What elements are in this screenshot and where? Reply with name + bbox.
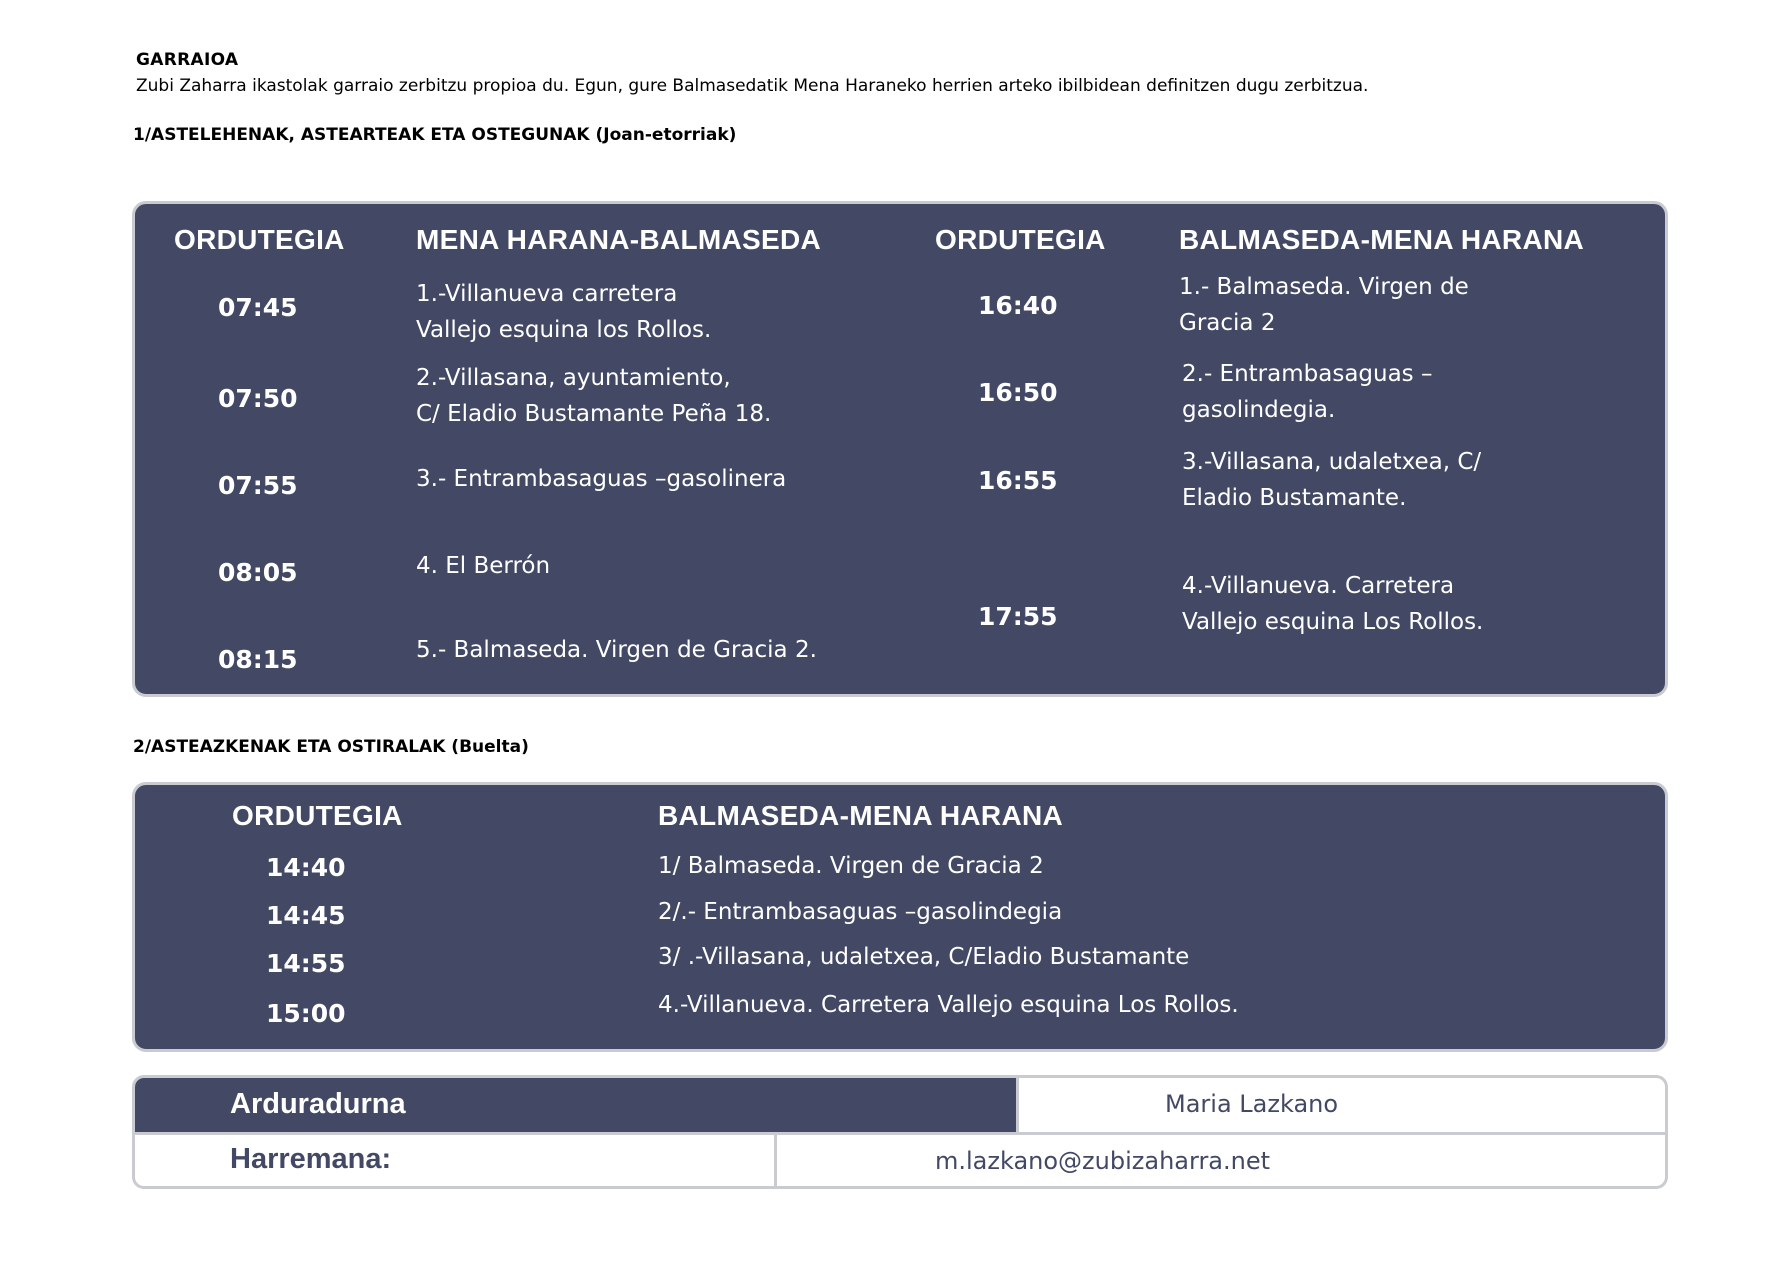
contact-divider-middle: [135, 1132, 1665, 1135]
right-row-2-line2: gasolindegia.: [1182, 397, 1336, 423]
left-row-1-time: 07:45: [218, 293, 298, 322]
left-row-2-stop: [416, 360, 771, 432]
right-row-4-line2: Vallejo esquina Los Rollos.: [1182, 609, 1484, 635]
right-row-4-line1: 4.-Villanueva. Carretera: [1182, 573, 1455, 599]
right-time-header: ORDUTEGIA: [935, 224, 1106, 255]
right-row-2-time: 16:50: [978, 378, 1058, 407]
right-route-header: BALMASEDA-MENA HARANA: [1179, 224, 1585, 255]
schedule-table-return: [132, 782, 1668, 1052]
contact-table: [132, 1075, 1668, 1189]
right-row-1-line1: 1.- Balmaseda. Virgen de: [1179, 274, 1469, 300]
left-row-5-time: 08:15: [218, 645, 298, 674]
left-time-header: ORDUTEGIA: [174, 224, 345, 255]
return-row-3-time: 14:55: [266, 949, 346, 978]
left-row-2-time: 07:50: [218, 384, 298, 413]
contact-label: Harremana:: [230, 1143, 392, 1175]
return-row-2-stop: 2/.- Entrambasaguas –gasolindegia: [658, 899, 1063, 925]
left-row-3-stop: 3.- Entrambasaguas –gasolinera: [416, 466, 787, 492]
left-row-4-time: 08:05: [218, 558, 298, 587]
responsible-label: Arduradurna: [230, 1088, 406, 1120]
section1-title: 1/ASTELEHENAK, ASTEARTEAK ETA OSTEGUNAK (Joan-etorriak): [133, 125, 737, 145]
left-row-1-line1: 1.-Villanueva carretera: [416, 281, 678, 307]
left-row-2-line1: 2.-Villasana, ayuntamiento,: [416, 365, 731, 391]
return-row-4-stop: 4.-Villanueva. Carretera Vallejo esquina Los Rollos.: [658, 992, 1239, 1018]
document-heading: GARRAIOA: [136, 50, 239, 70]
right-row-1-stop: [1179, 269, 1469, 341]
return-row-3-stop: 3/ .-Villasana, udaletxea, C/Eladio Bustamante: [658, 944, 1190, 970]
left-row-1-line2: Vallejo esquina los Rollos.: [416, 317, 712, 343]
left-row-1-stop: [416, 276, 711, 348]
return-row-1-time: 14:40: [266, 853, 346, 882]
left-row-5-stop: 5.- Balmaseda. Virgen de Gracia 2.: [416, 637, 817, 663]
right-row-3-stop: [1182, 444, 1481, 516]
contact-divider-top: [1016, 1078, 1019, 1132]
right-row-3-line2: Eladio Bustamante.: [1182, 485, 1407, 511]
right-row-3-time: 16:55: [978, 466, 1058, 495]
contact-divider-bottom: [774, 1135, 777, 1189]
return-route-header: BALMASEDA-MENA HARANA: [658, 800, 1064, 831]
right-row-4-stop: [1182, 568, 1483, 640]
right-row-3-line1: 3.-Villasana, udaletxea, C/: [1182, 449, 1482, 475]
left-row-2-line2: C/ Eladio Bustamante Peña 18.: [416, 401, 772, 427]
right-row-1-time: 16:40: [978, 291, 1058, 320]
right-row-4-time: 17:55: [978, 602, 1058, 631]
contact-email[interactable]: m.lazkano@zubizaharra.net: [935, 1147, 1271, 1175]
section2-title: 2/ASTEAZKENAK ETA OSTIRALAK (Buelta): [133, 737, 529, 757]
return-row-4-time: 15:00: [266, 999, 346, 1028]
schedule-table-weekdays: [132, 201, 1668, 697]
left-row-3-time: 07:55: [218, 471, 298, 500]
return-row-2-time: 14:45: [266, 901, 346, 930]
left-row-4-stop: 4. El Berrón: [416, 553, 551, 579]
right-row-2-line1: 2.- Entrambasaguas –: [1182, 361, 1433, 387]
responsible-value: Maria Lazkano: [1165, 1090, 1339, 1118]
document-intro: Zubi Zaharra ikastolak garraio zerbitzu propioa du. Egun, gure Balmasedatik Mena Haraneko herrien arteko ibilbidean definitzen dugu zerbitzua.: [136, 76, 1369, 96]
left-route-header: MENA HARANA-BALMASEDA: [416, 224, 822, 255]
return-row-1-stop: 1/ Balmaseda. Virgen de Gracia 2: [658, 853, 1044, 879]
right-row-1-line2: Gracia 2: [1179, 310, 1276, 336]
return-time-header: ORDUTEGIA: [232, 800, 403, 831]
right-row-2-stop: [1182, 356, 1432, 428]
